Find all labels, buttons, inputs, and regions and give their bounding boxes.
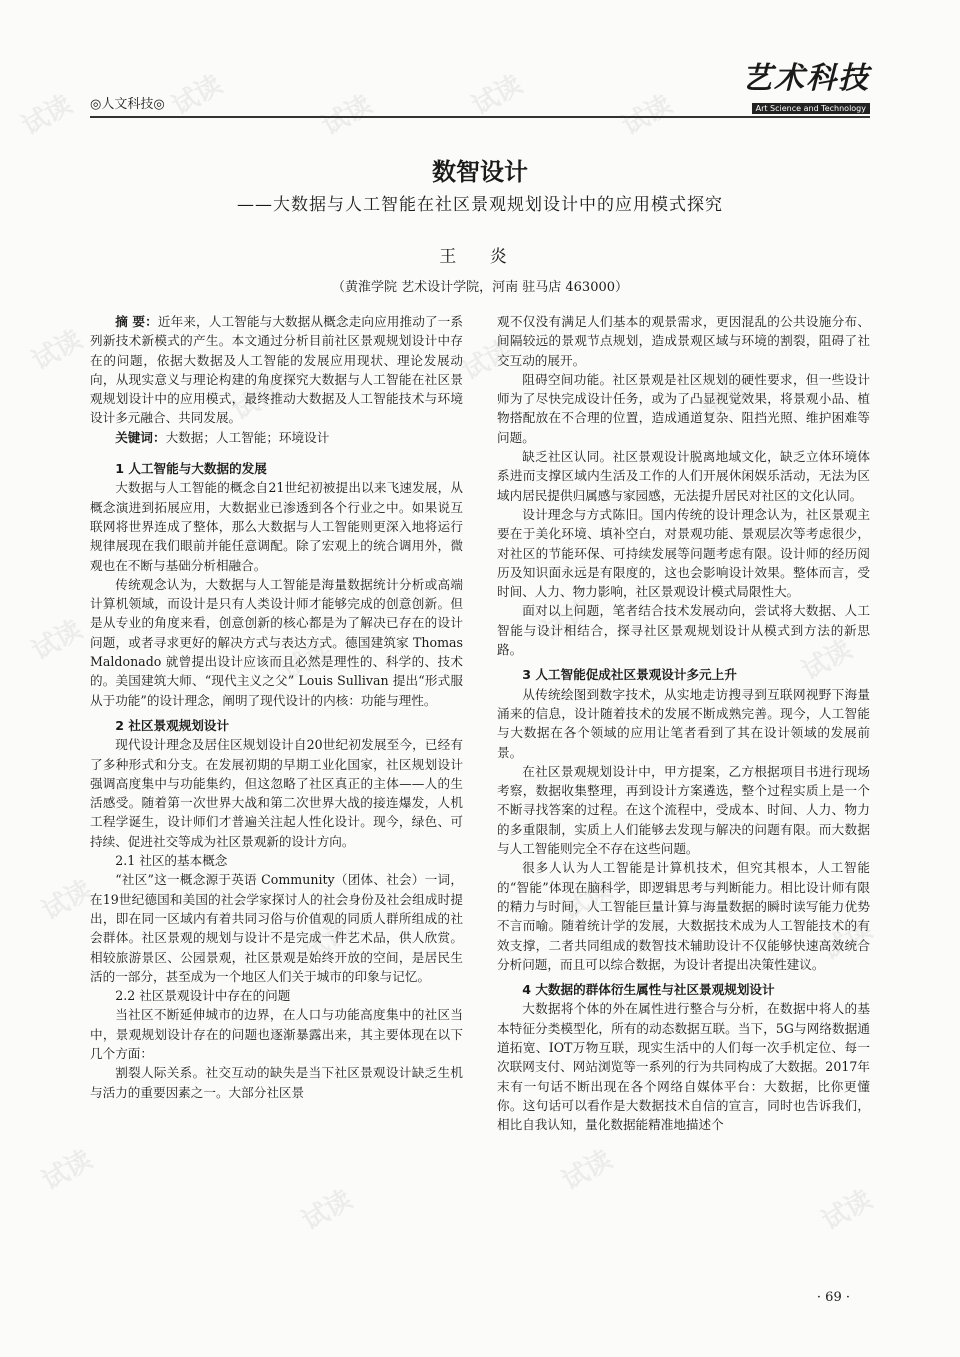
paragraph: 传统观念认为，大数据与人工智能是海量数据统计分析或高端计算机领域，而设计是只有人类设计师才能够完成的创意创新。但是从专业的角度来看，创意创新的核心都是为了解决已存在的设计问题，或者寻求更好的解决方式与表达方式。德国建筑家 Thomas Maldonado 就曾提出设计应该而且必然是理性的、科学的、技术的。美国建筑大师、“现代主义之父” Louis Sullivan 提出“形式服从于功能”的设计理念，阐明了现代设计的内核：功能与理性。 bbox=[90, 576, 463, 708]
paragraph: 很多人认为人工智能是计算机技术，但究其根本，人工智能的“智能”体现在脑科学，即逻辑思考与判断能力。相比设计师有限的精力与时间，人工智能巨量计算与海量数据的瞬时读写能力优势不言而喻。随着统计学的发展，大数据技术成为人工智能技术的有效支撑，二者共同组成的数智技术辅助设计不仅能够快速高效统合分析问题，而且可以综合数据，为设计者提出决策性建议。 bbox=[497, 860, 870, 972]
watermark: 试读 bbox=[617, 89, 678, 142]
paragraph: 现代设计理念及居住区规划设计自20世纪初发展至今，已经有了多种形式和分支。在发展初期的早期工业化国家，社区规划设计强调高度集中与功能集约，但这忽略了社区真正的主体——人的生活感受。随着第一次世界大战和第二次世界大战的接连爆发，人机工程学诞生，设计师们才普遍关注起人性化设计。现今，绿色、可持续、促进社交等成为社区景观新的设计方向。 bbox=[90, 737, 463, 849]
paragraph: 观不仅没有满足人们基本的观景需求，更因混乱的公共设施分布、间隔较远的景观节点规划，造成景观区域与环境的割裂，阻碍了社交互动的展开。 bbox=[497, 314, 870, 368]
section-heading: 4 大数据的群体衍生属性与社区景观规划设计 bbox=[522, 982, 775, 998]
section-heading: 2 社区景观规划设计 bbox=[115, 717, 230, 733]
logo-chinese: 艺术科技 bbox=[742, 61, 870, 96]
paragraph: 割裂人际关系。社交互动的缺失是当下社区景观设计缺乏生机与活力的重要因素之一。大部分社区景 bbox=[90, 1065, 463, 1100]
watermark: 试读 bbox=[317, 89, 378, 142]
watermark: 试读 bbox=[817, 914, 878, 967]
page-header bbox=[90, 61, 870, 118]
paragraph: 面对以上问题，笔者结合技术发展动向，尝试将大数据、人工智能与设计相结合，探寻社区景观规划设计从模式到方法的新思路。 bbox=[497, 603, 870, 658]
abstract-text: 近年来，人工智能与大数据从概念走向应用推动了一系列新技术新模式的产生。本文通过分析目前社区景观规划设计中存在的问题，依据大数据及人工智能的发展应用现状、理论发展动向，从现实意义与理论构建的角度探究大数据与人工智能在社区景观规划设计中的应用模式，最终推动大数据及人工智能技术与环境设计多元融合、共同发展。 bbox=[90, 314, 463, 426]
paragraph: “社区”这一概念源于英语 Community（团体、社会）一词，在19世纪德国和美国的社会学家探讨人的社会身份及社会组成时提出，即在同一区域内有着共同习俗与价值观的同质人群所组成的社会群体。社区景观的规划与设计不是完成一件艺术品，供人欣赏。相较旅游景区、公园景观，社区景观是始终开放的空间，是居民生活的一部分，甚至成为一个地区人们关于城市的印象与记忆。 bbox=[90, 872, 463, 984]
paragraph: 当社区不断延伸城市的边界，在人口与功能高度集中的社区当中，景观规划设计存在的问题也逐渐暴露出来，其主要体现在以下几个方面： bbox=[90, 1007, 463, 1061]
watermark: 试读 bbox=[797, 634, 858, 687]
right-column bbox=[497, 312, 870, 1134]
paragraph: 阻碍空间功能。社区景观是社区规划的硬性要求，但一些设计师为了尽快完成设计任务，或为了凸显视觉效果，将景观小品、植物搭配放在不合理的位置，造成通道复杂、阻挡光照、维护困难等问题。 bbox=[497, 371, 870, 445]
watermark: 试读 bbox=[167, 69, 228, 122]
watermark: 试读 bbox=[277, 634, 338, 687]
subsection-heading: 2.2 社区景观设计中存在的问题 bbox=[115, 988, 291, 1004]
paragraph: 从传统绘图到数字技术，从实地走访搜寻到互联网视野下海量涌来的信息，设计随着技术的发展不断成熟完善。现今，人工智能与大数据在各个领域的应用让笔者看到了其在设计领域的发展前景。 bbox=[497, 686, 870, 760]
watermark: 试读 bbox=[697, 374, 758, 427]
keywords bbox=[90, 428, 463, 447]
abstract bbox=[90, 312, 463, 428]
watermark: 试读 bbox=[27, 324, 88, 377]
watermark: 试读 bbox=[297, 914, 358, 967]
author: 王 炎 bbox=[439, 247, 521, 267]
section-heading: 3 人工智能促成社区景观设计多元上升 bbox=[522, 667, 737, 683]
section-label: ◎人文科技◎ bbox=[90, 97, 165, 112]
header-rule bbox=[90, 116, 870, 118]
abstract-label: 摘 要： bbox=[115, 314, 158, 329]
watermark: 试读 bbox=[537, 594, 598, 647]
article-title: 数智设计 bbox=[432, 158, 528, 186]
watermark: 试读 bbox=[27, 614, 88, 667]
paragraph: 设计理念与方式陈旧。国内传统的设计理念认为，社区景观主要在于美化环境、填补空白，对景观功能、景观层次等考虑很少，对社区的节能环保、可持续发展等问题考虑有限。设计师的经历阅历及知识面永远是有限度的，这也会影响设计效果。整体而言，受时间、人力、物力影响，社区景观设计模式局限性大。 bbox=[497, 506, 870, 600]
watermark: 试读 bbox=[557, 1144, 618, 1197]
logo-english: Art Science and Technology bbox=[752, 103, 870, 114]
keywords-label: 关键词： bbox=[115, 429, 166, 445]
paragraph: 在社区景观规划设计中，甲方提案，乙方根据项目书进行现场考察，数据收集整理，再到设计方案遴选，整个过程实质上是一个不断寻找答案的过程。在这个流程中，受成本、时间、人力、物力的多重限制，实质上人们能够去发现与解决的问题有限。而大数据与人工智能则完全不存在这些问题。 bbox=[497, 763, 870, 857]
paragraph: 缺乏社区认同。社区景观设计脱离地域文化，缺乏立体环境体系进而支撑区域内生活及工作的人们开展休闲娱乐活动，无法为区域内居民提供归属感与家园感，无法提升居民对社区的文化认同。 bbox=[497, 449, 870, 503]
paragraph: 大数据与人工智能的概念自21世纪初被提出以来飞速发展，从概念演进到拓展应用，大数据业已渗透到各个行业之中。如果说互联网将世界连成了整体，那么大数据与人工智能则更深入地将运行规律展现在我们眼前并能任意调配。除了宏观上的统合调用外，微观也在不断与基础分析相融合。 bbox=[90, 480, 463, 573]
affiliation: （黄淮学院 艺术设计学院，河南 驻马店 463000） bbox=[331, 280, 629, 295]
watermark: 试读 bbox=[37, 1144, 98, 1197]
watermark: 试读 bbox=[557, 874, 618, 927]
keywords-text: 大数据；人工智能；环境设计 bbox=[165, 429, 330, 445]
page-number: · 69 · bbox=[816, 1290, 850, 1305]
watermark: 试读 bbox=[17, 89, 78, 142]
section-heading: 1 人工智能与大数据的发展 bbox=[115, 461, 267, 477]
watermark: 试读 bbox=[297, 1184, 358, 1237]
left-column bbox=[90, 312, 463, 1102]
paragraph: 大数据将个体的外在属性进行整合与分析，在数据中将人的基本特征分类模型化，所有的动态数据互联。当下，5G与网络数据通道拓宽、IOT万物互联，现实生活中的人们每一次手机定位、每一次联网支付、网站浏览等一系列的行为共同构成了大数据。2017年末有一句话不断出现在各个网络自媒体平台：大数据，比你更懂你。这句话可以看作是大数据技术自信的宣言，同时也告诉我们，相比自我认知，量化数据能精准地描述个 bbox=[497, 1001, 870, 1133]
watermark: 试读 bbox=[37, 874, 98, 927]
watermark: 试读 bbox=[467, 69, 528, 122]
left-body bbox=[90, 459, 463, 1102]
subsection-heading: 2.1 社区的基本概念 bbox=[115, 853, 228, 869]
watermark: 试读 bbox=[817, 1184, 878, 1237]
journal-logo bbox=[700, 62, 870, 115]
article-subtitle: ——大数据与人工智能在社区景观规划设计中的应用模式探究 bbox=[237, 195, 723, 215]
watermark: 试读 bbox=[457, 334, 518, 387]
watermark: 试读 bbox=[227, 374, 288, 427]
